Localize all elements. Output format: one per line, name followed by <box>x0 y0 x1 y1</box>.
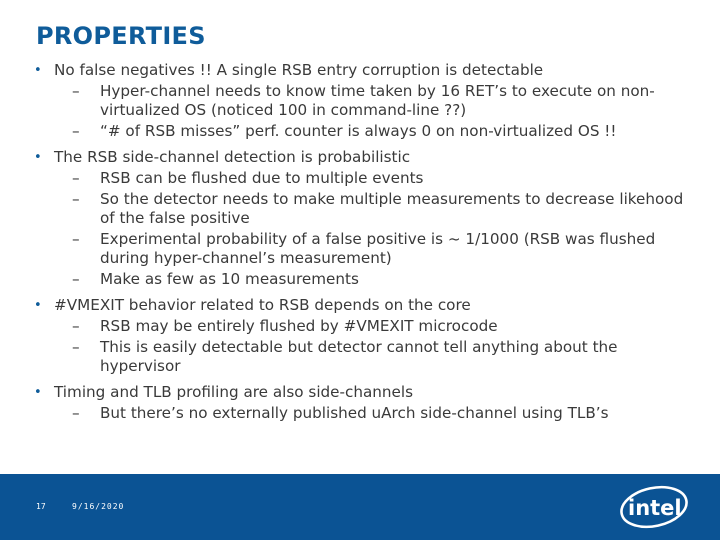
sub-bullet-item <box>54 82 694 120</box>
sub-bullet-item <box>54 190 694 228</box>
sub-bullet-item <box>54 317 694 336</box>
sub-bullet-item <box>54 404 694 423</box>
sub-bullet-text: Make as few as 10 measurements <box>100 270 359 288</box>
dash-icon: – <box>72 338 80 356</box>
sub-bullet-item <box>54 230 694 268</box>
bullet-text: The RSB side-channel detection is probabilistic <box>54 148 411 166</box>
page-number: 17 <box>36 502 46 511</box>
dash-icon: – <box>72 230 80 248</box>
sub-bullet-text: But there’s no externally published uArch side-channel using TLB’s <box>100 404 609 422</box>
sub-bullet-text: Hyper-channel needs to know time taken by 16 RET’s to execute on non-virtualized OS (noticed 100 in command-line ??) <box>100 82 655 119</box>
slide-date: 9/16/2020 <box>72 502 125 511</box>
intel-logo <box>618 484 690 530</box>
bullet-list <box>34 61 694 430</box>
slide-title: PROPERTIES <box>36 22 206 50</box>
sub-bullet-text: “# of RSB misses” perf. counter is always 0 on non-virtualized OS !! <box>100 122 617 140</box>
bullet-item <box>34 296 694 376</box>
sub-bullet-text: This is easily detectable but detector cannot tell anything about the hypervisor <box>100 338 618 375</box>
sub-bullet-item <box>54 338 694 376</box>
bullet-item <box>34 148 694 289</box>
dash-icon: – <box>72 169 80 187</box>
sub-bullet-text: So the detector needs to make multiple measurements to decrease likehood of the false positive <box>100 190 684 227</box>
sub-bullet-item <box>54 122 694 141</box>
bullet-text: No false negatives !! A single RSB entry corruption is detectable <box>54 61 544 79</box>
logo-text: intel <box>628 496 682 520</box>
footer-bar <box>0 474 720 540</box>
dash-icon: – <box>72 317 80 335</box>
dash-icon: – <box>72 404 80 422</box>
dash-icon: – <box>72 122 80 140</box>
bullet-item <box>34 61 694 141</box>
bullet-text: Timing and TLB profiling are also side-channels <box>54 383 414 401</box>
bullet-dot-icon: • <box>34 385 42 400</box>
bullet-item <box>34 383 694 423</box>
bullet-dot-icon: • <box>34 298 42 313</box>
sub-bullet-text: RSB may be entirely flushed by #VMEXIT microcode <box>100 317 498 335</box>
sub-bullet-item <box>54 169 694 188</box>
sub-bullet-item <box>54 270 694 289</box>
sub-bullet-text: Experimental probability of a false positive is ~ 1/1000 (RSB was flushed during hyper-channel’s measurement) <box>100 230 656 267</box>
dash-icon: – <box>72 270 80 288</box>
bullet-text: #VMEXIT behavior related to RSB depends on the core <box>54 296 471 314</box>
dash-icon: – <box>72 82 80 100</box>
dash-icon: – <box>72 190 80 208</box>
bullet-dot-icon: • <box>34 63 42 78</box>
sub-bullet-text: RSB can be flushed due to multiple events <box>100 169 424 187</box>
bullet-dot-icon: • <box>34 150 42 165</box>
